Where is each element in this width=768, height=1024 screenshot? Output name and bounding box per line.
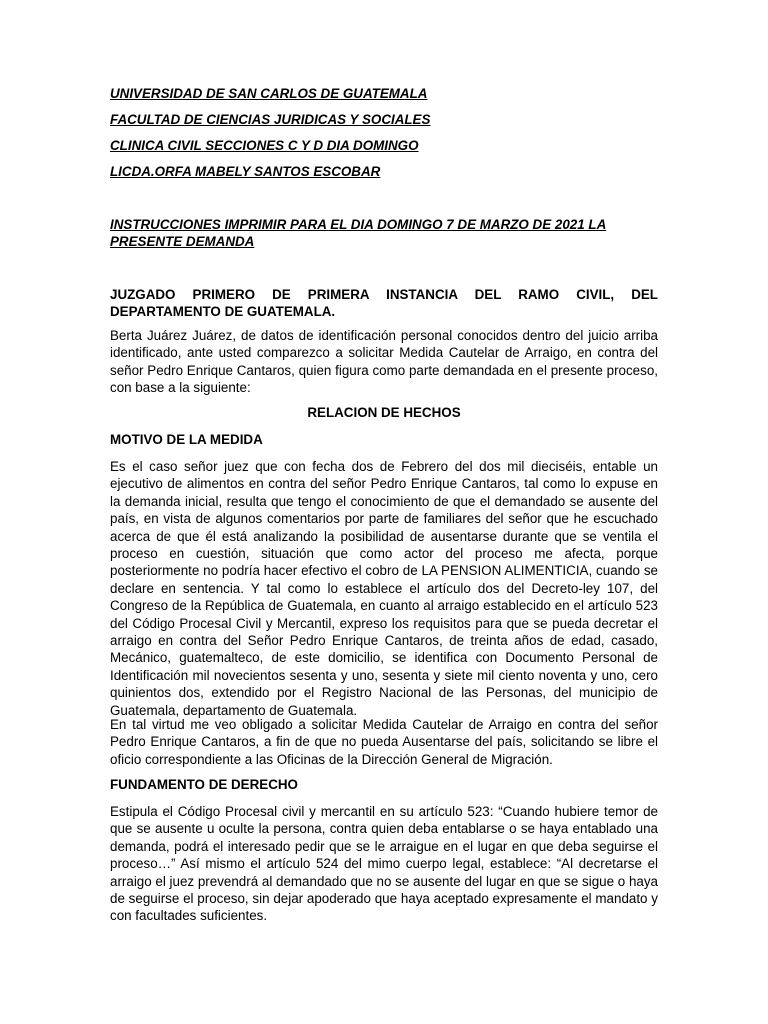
virtud-paragraph: En tal virtud me veo obligado a solicitar Medida Cautelar de Arraigo en contra del señor Pedro Enrique Cantaros, a fin de que no pueda Ausentarse del país, solicitando se libre el oficio correspondiente a las Oficinas de la Dirección General de Migración.	[110, 717, 658, 767]
section-relacion-heading: RELACION DE HECHOS	[307, 405, 461, 420]
clinic-title: CLINICA CIVIL SECCIONES C Y D DIA DOMINGO	[110, 138, 419, 153]
fundamento-paragraph: Estipula el Código Procesal civil y mercantil en su artículo 523: “Cuando hubiere temor de que se ausente u oculte la persona, contra quien deba entablarse o se haya entablado una demanda, podrá el interesado pedir que se le arraigue en el lugar en que deba seguirse el proceso…” Así mismo el artículo 524 del mimo cuerpo legal, establece: “Al decretarse el arraigo el juez prevendrá al demandado que no se ausente del lugar en que se sigue o haya de seguirse el proceso, sin dejar apoderado que haya aceptado expresamente el mandato y con facultades suficientes.	[110, 804, 658, 924]
university-title: UNIVERSIDAD DE SAN CARLOS DE GUATEMALA	[110, 86, 428, 101]
motivo-paragraph: Es el caso señor juez que con fecha dos de Febrero del dos mil dieciséis, entable un ejecutivo de alimentos en contra del señor Pedro Enrique Cantaros, tal como lo expuse en la demanda inicial, resulta que tengo el conocimiento de que el demandado se ausente del país, en vista de algunos comentarios por parte de familiares del señor que he escuchado acerca de que él está analizando la posibilidad de ausentarse durante que se ventila el proceso en cuestión, situación que como actor del proceso me afecta, porque posteriormente no podría hacer efectivo el cobro de LA PENSION ALIMENTICIA, cuando se declare en sentencia. Y tal como lo establece el artículo dos del Decreto-ley 107, del Congreso de la República de Guatemala, en cuanto al arraigo establecido en el artículo 523 del Código Procesal Civil y Mercantil, expreso los requisitos para que se pueda decretar el arraigo en contra del Señor Pedro Enrique Cantaros, de treinta años de edad, casado, Mecánico, guatemalteco, de este domicilio, se identifica con Documento Personal de Identificación mil novecientos sesenta y uno, sesenta y siete mil ciento noventa y uno, cero quinientos dos, extendido por el Registro Nacional de las Personas, del municipio de Guatemala, departamento de Guatemala.	[110, 459, 658, 718]
print-instructions: INSTRUCCIONES IMPRIMIR PARA EL DIA DOMINGO 7 DE MARZO DE 2021 LA PRESENTE DEMANDA	[110, 217, 607, 249]
court-heading: JUZGADO PRIMERO DE PRIMERA INSTANCIA DEL RAMO CIVIL, DEL DEPARTAMENTO DE GUATEMALA.	[110, 287, 658, 319]
section-fundamento-heading: FUNDAMENTO DE DERECHO	[110, 777, 298, 792]
faculty-title: FACULTAD DE CIENCIAS JURIDICAS Y SOCIALES	[110, 112, 431, 127]
section-motivo-heading: MOTIVO DE LA MEDIDA	[110, 432, 263, 447]
professor-name: LICDA.ORFA MABELY SANTOS ESCOBAR	[110, 164, 381, 179]
intro-paragraph: Berta Juárez Juárez, de datos de identificación personal conocidos dentro del juicio arriba identificado, ante usted comparezco a solicitar Medida Cautelar de Arraigo, en contra del señor Pedro Enrique Cantaros, quien figura como parte demandada en el presente proceso, con base a la siguiente:	[110, 328, 658, 396]
